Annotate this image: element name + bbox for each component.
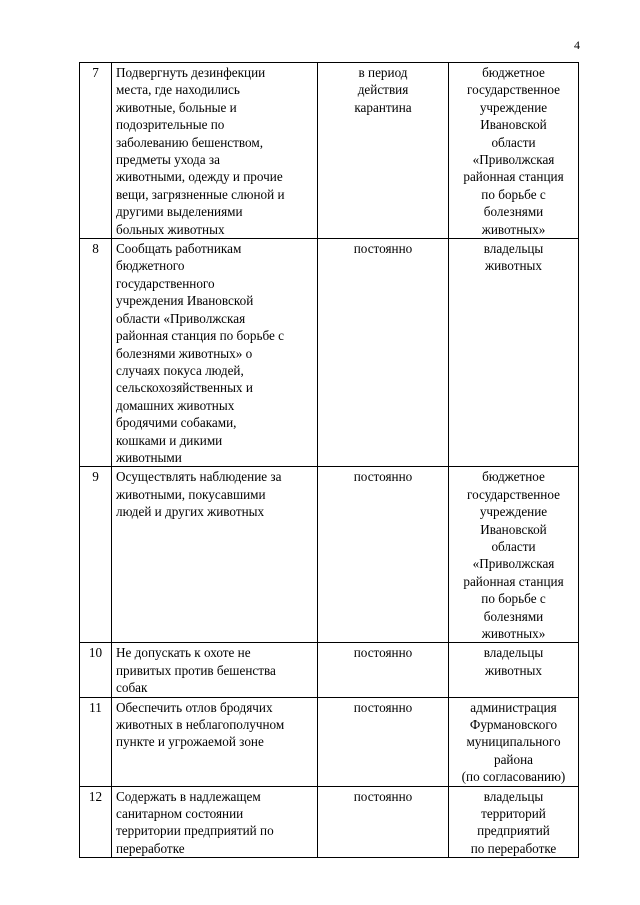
responsible-line: муниципального [466,734,561,750]
responsible-line: владельцы [483,645,544,661]
responsible-line: Ивановской [480,521,547,537]
row-number: 9 [80,467,112,643]
text-line: подозрительные по [116,117,225,133]
responsible-line: по борьбе с [481,186,546,202]
text-line: животными [116,449,182,465]
period-line: постоянно [353,699,413,715]
responsible-line: владельцы [483,241,544,257]
responsible-line: животных» [481,221,546,237]
measure-responsible [449,239,579,467]
responsible-line: районная станция [463,573,564,589]
period-line: постоянно [353,241,413,257]
measure-responsible [449,63,579,239]
text-line: Осуществлять наблюдение за [116,469,282,485]
text-line: домашних животных [116,397,235,413]
responsible-line: государственное [467,486,560,502]
measure-text [112,643,318,697]
table-row [80,786,579,858]
responsible-line: района [493,751,533,767]
responsible-line: области [491,134,536,150]
responsible-line: по борьбе с [481,591,546,607]
text-line: животные, больные и [116,99,237,115]
text-line: болезнями животных» о [116,345,253,361]
text-line: предметы ухода за [116,152,220,168]
table-body [80,63,579,858]
responsible-line: по переработке [470,840,557,856]
text-line: Обеспечить отлов бродячих [116,699,273,715]
responsible-line: бюджетное [482,469,545,485]
measure-text [112,697,318,786]
table-row [80,643,579,697]
table-row [80,239,579,467]
row-number: 8 [80,239,112,467]
responsible-line: предприятий [477,823,550,839]
text-line: санитарном состоянии [116,806,244,822]
measure-text [112,239,318,467]
responsible-line: болезнями [483,608,544,624]
responsible-line: районная станция [463,169,564,185]
text-line: государственного [116,275,215,291]
text-line: случаях покуса людей, [116,362,244,378]
text-line: области «Приволжская [116,310,246,326]
responsible-line: «Приволжская [472,556,555,572]
responsible-line: болезнями [483,204,544,220]
period-line: в период [358,65,408,80]
text-line: заболеванию бешенством, [116,134,263,150]
row-number: 12 [80,786,112,858]
text-line: людей и других животных [116,504,265,520]
measure-text [112,786,318,858]
measure-period [318,239,449,467]
responsible-line: бюджетное [482,65,545,80]
period-line: действия [357,82,409,98]
text-line: районная станция по борьбе с [116,328,284,344]
table-row [80,697,579,786]
responsible-line: «Приволжская [472,152,555,168]
page-number: 4 [574,38,580,52]
responsible-line: территорий [481,806,546,822]
text-line: Содержать в надлежащем [116,788,261,804]
measure-responsible [449,643,579,697]
row-number: 11 [80,697,112,786]
responsible-line: администрация [470,699,557,715]
period-line: постоянно [353,645,413,661]
responsible-line: животных [485,662,542,678]
measures-table [79,62,579,858]
text-line: животными, одежду и прочие [116,169,283,185]
table-row [80,467,579,643]
responsible-line: Фурмановского [469,717,558,733]
text-line: животных в неблагополучном [116,717,285,733]
responsible-line: учреждение [479,99,548,115]
responsible-line: Ивановской [480,117,547,133]
text-line: Не допускать к охоте не [116,645,251,661]
text-line: привитых против бешенства [116,662,276,678]
measure-period [318,786,449,858]
responsible-line: государственное [467,82,560,98]
responsible-line: животных» [481,626,546,641]
row-number: 7 [80,63,112,239]
text-line: больных животных [116,221,225,237]
measure-period [318,643,449,697]
text-line: пункте и угрожаемой зоне [116,734,264,750]
measure-responsible [449,697,579,786]
responsible-line: владельцы [483,788,544,804]
text-line: сельскохозяйственных и [116,380,253,396]
text-line: вещи, загрязненные слюной и [116,186,285,202]
measure-responsible [449,786,579,858]
text-line: кошками и дикими [116,432,223,448]
text-line: Сообщать работникам [116,241,242,257]
text-line: переработке [116,840,185,856]
responsible-line: (по согласованию) [461,769,566,785]
measure-text [112,467,318,643]
period-line: карантина [354,99,412,115]
measure-period [318,63,449,239]
period-line: постоянно [353,469,413,485]
measure-responsible [449,467,579,643]
text-line: учреждения Ивановской [116,293,254,309]
responsible-line: животных [485,258,542,274]
text-line: другими выделениями [116,204,243,220]
responsible-line: учреждение [479,504,548,520]
text-line: бродячими собаками, [116,415,237,431]
period-line: постоянно [353,788,413,804]
measure-period [318,467,449,643]
text-line: Подвергнуть дезинфекции [116,65,266,80]
responsible-line: области [491,538,536,554]
row-number: 10 [80,643,112,697]
measure-period [318,697,449,786]
text-line: собак [116,680,148,696]
table-row [80,63,579,239]
text-line: животными, покусавшими [116,486,266,502]
text-line: бюджетного [116,258,185,274]
text-line: территории предприятий по [116,823,274,839]
text-line: места, где находились [116,82,240,98]
measure-text [112,63,318,239]
